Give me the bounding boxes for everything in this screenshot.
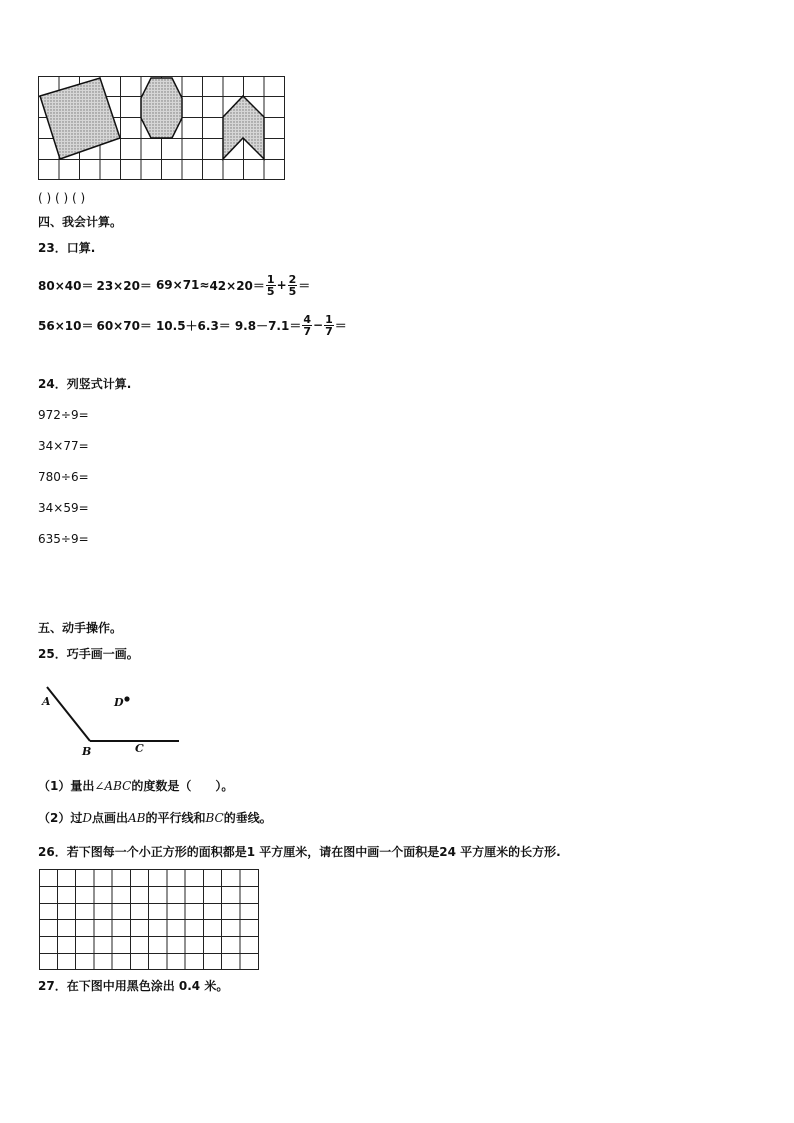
q23-r1-d: 42×20＝ [209,278,265,293]
q25-sub1-prefix: （1）量出 [38,779,95,793]
q24-item-2: 34×77= [38,439,89,453]
ray-ba [47,687,90,741]
q23-r1-b: 23×20＝ [96,278,152,293]
blank-1[interactable]: ( ) [38,191,52,205]
label-a: A [42,695,51,708]
q25-sub2-p2: 点画出 [91,811,128,825]
frac-den: 7 [303,324,311,338]
label-b: B [82,745,92,758]
q23-r2-frac2 [324,314,334,337]
octagon-shape [141,78,182,138]
q23-r2-op: − [313,318,324,332]
frac-num: 4 [303,312,311,326]
frac-den: 7 [325,324,333,338]
frac-num: 1 [266,272,275,286]
q25-sub2-p1: （2）过 [38,811,83,825]
q24-item-1: 972÷9= [38,408,89,422]
q23-r2-c: 10.5＋6.3＝ [155,318,231,333]
q25-sub2-ab: AB [128,811,146,825]
q23-r2-a: 56×10＝ [38,318,94,333]
blank-3[interactable]: ( ) [72,191,86,205]
q25-sub2-p4: 的垂线。 [223,811,272,825]
q25-sub2-p3: 的平行线和 [145,811,206,825]
q23-r1-a: 80×40＝ [38,278,94,293]
q23-title: 23．口算. [38,241,96,255]
q23-r2-d: 9.8－7.1＝ [234,318,302,333]
frac-num: 1 [325,312,333,326]
section5-title: 五、动手操作。 [38,621,123,635]
q24-item-4: 34×59= [38,501,89,515]
q23-r1-op: + [276,278,287,292]
q25-sub1-suffix: 的度数是（ ）。 [131,779,234,793]
frac-den: 5 [288,284,297,298]
q24-title: 24．列竖式计算. [38,377,132,391]
shapes-grid-figure [38,76,288,182]
frac-num: 2 [288,272,297,286]
q25-sub1 [38,779,233,793]
blank-2[interactable]: ( ) [55,191,69,205]
q23-r1-frac1 [266,274,276,297]
q25-sub2-bc: BC [205,811,224,825]
section4-title: 四、我会计算。 [38,215,123,229]
q25-title: 25．巧手画一画。 [38,647,139,661]
frac-den: 5 [266,284,275,298]
q25-sub2 [38,811,272,825]
q26-grid[interactable] [39,869,261,971]
q23-r2-b: 60×70＝ [96,318,152,333]
q23-r2-frac1 [302,314,312,337]
tilted-square-shape [40,78,120,159]
q26-title: 26．若下图每一个小正方形的面积都是1 平方厘米，请在图中画一个面积是24 平方厘米的长方形. [38,845,561,859]
label-c: C [135,742,144,755]
q23-r1-frac2 [288,274,298,297]
q23-r2-eq: ＝ [334,318,347,333]
q25-sub1-angle: ∠ABC [94,779,132,793]
q23-r1-eq: ＝ [298,278,311,293]
q23-r1-c: 69×71≈ [155,278,210,292]
angle-figure [38,680,188,760]
q24-item-3: 780÷6= [38,470,89,484]
q27-title: 27．在下图中用黑色涂出 0.4 米。 [38,979,229,993]
point-d [124,696,129,701]
q25-sub2-d: D [82,811,92,825]
q23-row2 [38,310,347,340]
q23-row1 [38,270,310,300]
q24-item-5: 635÷9= [38,532,89,546]
figure-blanks [38,191,85,205]
label-d: D [114,696,124,709]
